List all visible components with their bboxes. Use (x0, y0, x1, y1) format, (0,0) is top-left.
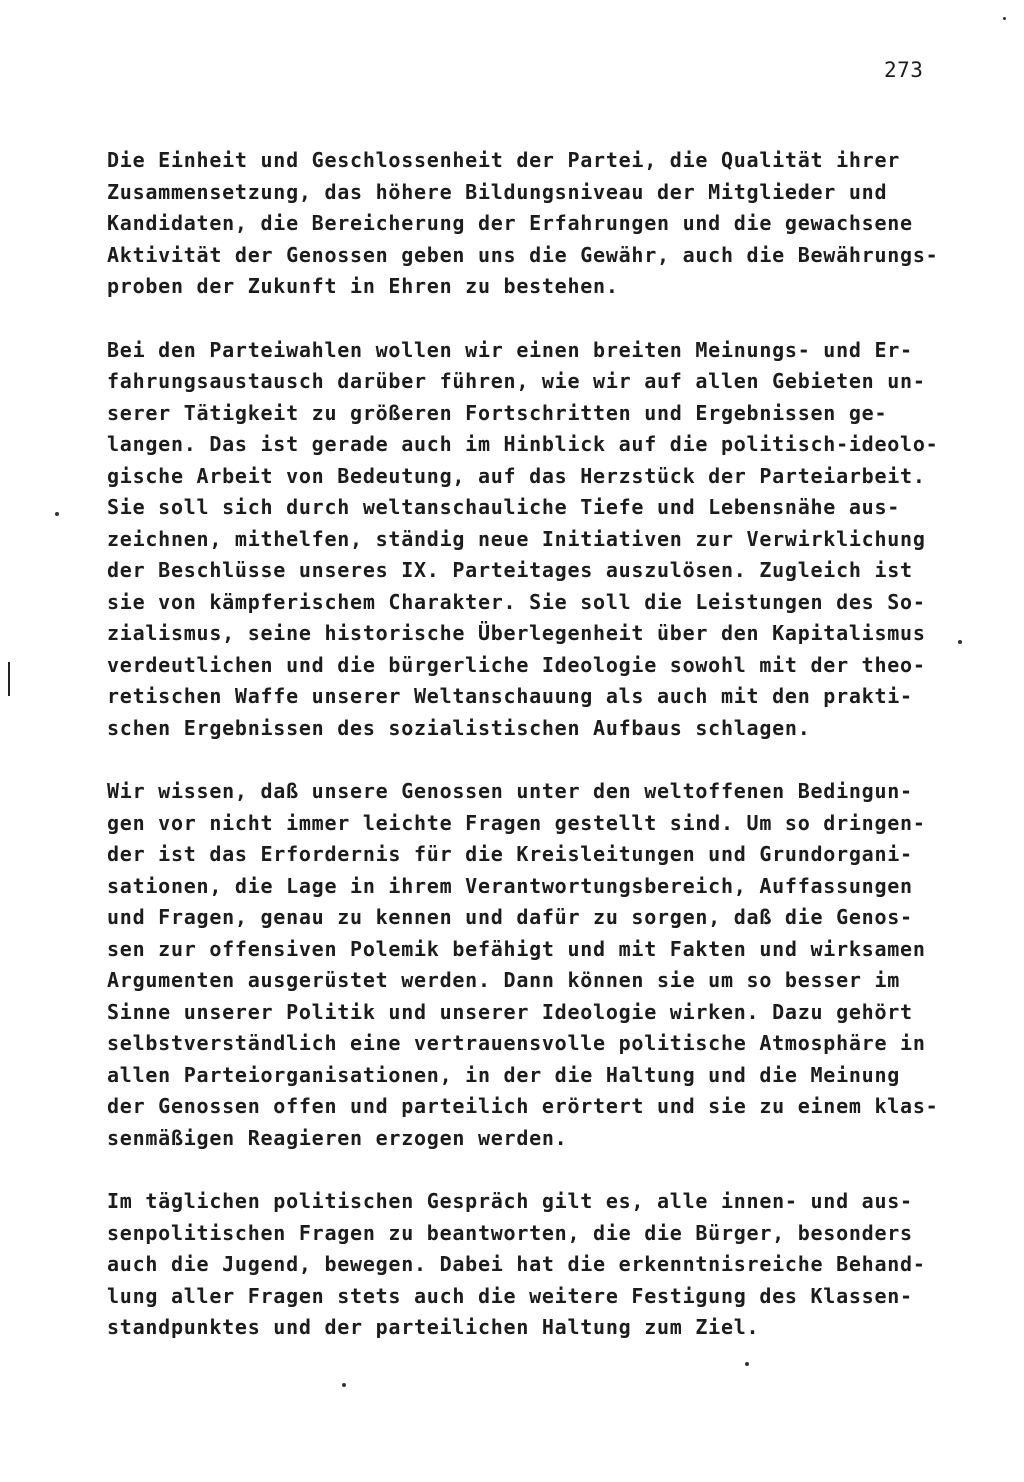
text-line: zialismus, seine historische Überlegenheit über den Kapitalismus (107, 621, 926, 645)
paragraph (107, 145, 967, 303)
text-line: Zusammensetzung, das höhere Bildungsniveau der Mitglieder und (107, 179, 888, 204)
text-line: auch die Jugend, bewegen. Dabei hat die erkenntnisreiche Behand- (107, 1252, 926, 1276)
text-line: sationen, die Lage in ihrem Verantwortungsbereich, Auffassungen (107, 873, 913, 898)
speck-mark (342, 1383, 346, 1387)
text-line: Argumenten ausgerüstet werden. Dann können sie um so besser im (107, 968, 901, 992)
text-line: sie von kämpferischem Charakter. Sie soll die Leistungen des So- (107, 589, 926, 614)
text-line: senmäßigen Reagieren erzogen werden. (107, 1125, 568, 1150)
text-line: gen vor nicht immer leichte Fragen gestellt sind. Um so dringen- (107, 810, 926, 835)
text-line: gische Arbeit von Bedeutung, auf das Herzstück der Parteiarbeit. (107, 463, 926, 488)
paragraph (107, 1186, 967, 1344)
text-line: standpunktes und der parteilichen Haltung zum Ziel. (107, 1315, 760, 1339)
speck-mark (745, 1362, 749, 1366)
text-line: allen Parteiorganisationen, in der die Haltung und die Meinung (107, 1062, 901, 1087)
speck-mark (958, 640, 962, 644)
text-line: Kandidaten, die Bereicherung der Erfahrungen und die gewachsene (107, 211, 913, 235)
page-number: 273 (884, 58, 924, 82)
speck-mark (55, 512, 59, 516)
text-line: lung aller Fragen stets auch die weitere Festigung des Klassen- (107, 1283, 913, 1308)
text-line: zeichnen, mithelfen, ständig neue Initiativen zur Verwirklichung (107, 526, 926, 551)
text-line: fahrungsaustausch darüber führen, wie wir auf allen Gebieten un- (107, 369, 926, 393)
text-line: Im täglichen politischen Gespräch gilt es, alle innen- und aus- (107, 1189, 913, 1213)
text-line: proben der Zukunft in Ehren zu bestehen. (107, 274, 619, 298)
text-line: serer Tätigkeit zu größeren Fortschritten und Ergebnissen ge- (107, 400, 888, 425)
text-line: langen. Das ist gerade auch im Hinblick auf die politisch-ideolo- (107, 432, 939, 456)
text-line: der Genossen offen und parteilich erörtert und sie zu einem klas- (107, 1094, 939, 1118)
text-line: senpolitischen Fragen zu beantworten, die die Bürger, besonders (107, 1220, 913, 1245)
text-line: retischen Waffe unserer Weltanschauung als auch mit den prakti- (107, 684, 913, 708)
margin-mark (8, 662, 10, 696)
text-line: der ist das Erfordernis für die Kreisleitungen und Grundorgani- (107, 842, 913, 866)
text-line: und Fragen, genau zu kennen und dafür zu sorgen, daß die Genos- (107, 905, 913, 929)
text-line: Aktivität der Genossen geben uns die Gewähr, auch die Bewährungs- (107, 242, 939, 267)
paragraph (107, 776, 967, 1154)
text-line: sen zur offensiven Polemik befähigt und mit Fakten und wirksamen (107, 936, 926, 961)
text-line: verdeutlichen und die bürgerliche Ideologie sowohl mit der theo- (107, 652, 926, 677)
text-line: Wir wissen, daß unsere Genossen unter den weltoffenen Bedingun- (107, 779, 913, 803)
text-line: Die Einheit und Geschlossenheit der Partei, die Qualität ihrer (107, 148, 901, 172)
text-line: der Beschlüsse unseres IX. Parteitages auszulösen. Zugleich ist (107, 558, 913, 582)
speck-mark (1003, 17, 1006, 20)
paragraph (107, 335, 967, 745)
text-line: Sinne unserer Politik und unserer Ideologie wirken. Dazu gehört (107, 999, 913, 1024)
text-line: schen Ergebnissen des sozialistischen Aufbaus schlagen. (107, 715, 811, 740)
text-line: Bei den Parteiwahlen wollen wir einen breiten Meinungs- und Er- (107, 337, 913, 362)
text-line: Sie soll sich durch weltanschauliche Tiefe und Lebensnähe aus- (107, 495, 901, 519)
text-line: selbstverständlich eine vertrauensvolle politische Atmosphäre in (107, 1031, 926, 1055)
body-text (107, 145, 967, 1376)
